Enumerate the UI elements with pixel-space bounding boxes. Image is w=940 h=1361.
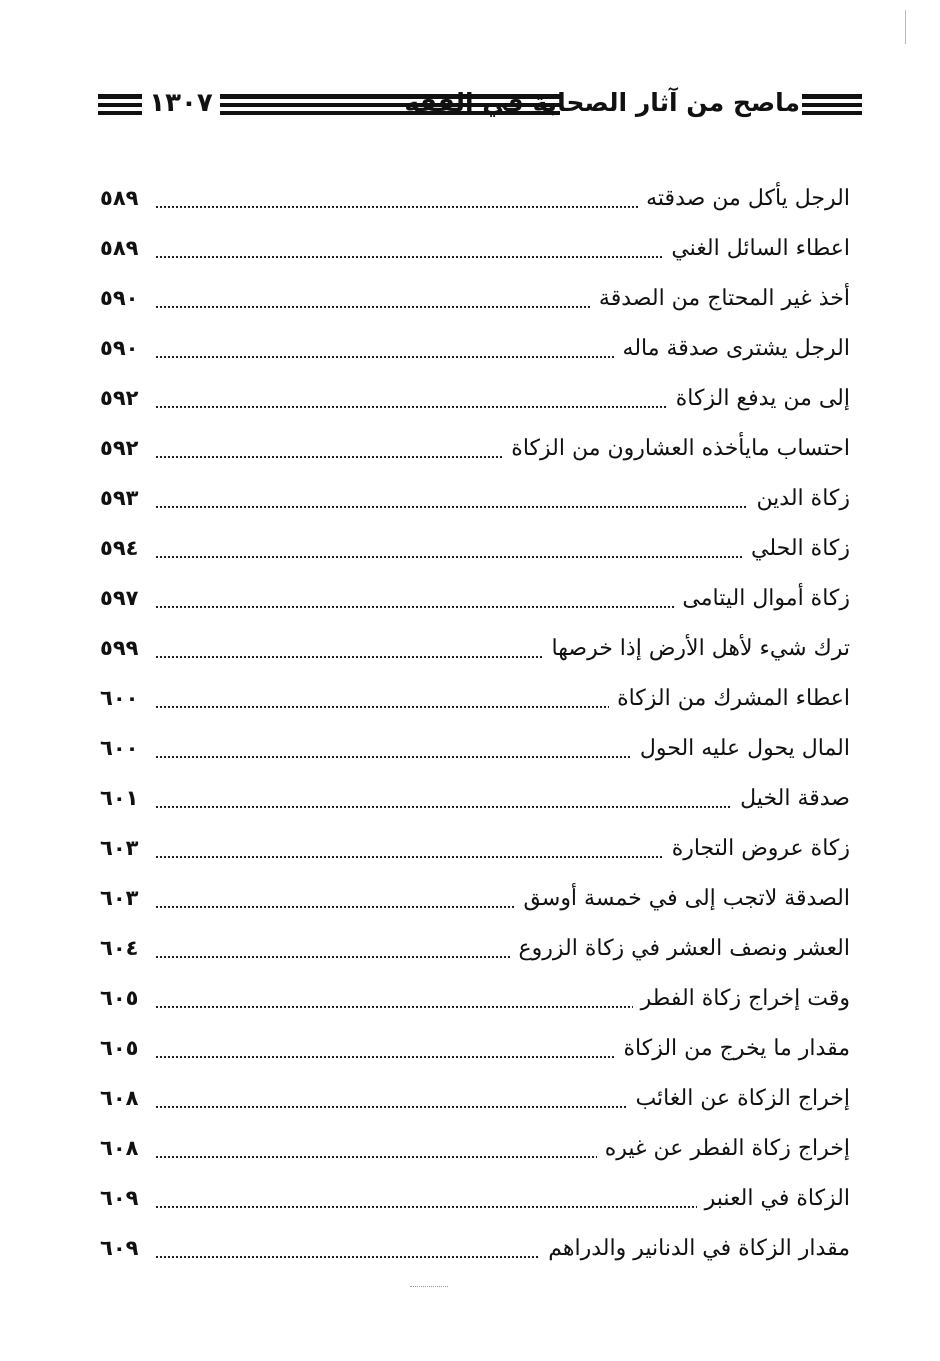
toc-row — [100, 482, 850, 532]
toc-entry-title: مقدار ما يخرج من الزكاة — [615, 1036, 850, 1061]
toc-row — [100, 332, 850, 382]
toc-entry-page: ٥٩٠ — [100, 286, 139, 310]
toc-entry-title: صدقة الخيل — [732, 786, 850, 811]
toc-entry-title: احتساب مايأخذه العشارون من الزكاة — [503, 436, 850, 461]
toc-entry-page: ٥٩٧ — [100, 586, 139, 610]
toc-row — [100, 882, 850, 932]
toc-row — [100, 1132, 850, 1182]
toc-entry-page: ٥٩٠ — [100, 336, 139, 360]
toc-entry-page: ٥٩٢ — [100, 436, 139, 460]
toc-entry-title: زكاة الحلي — [743, 536, 850, 561]
table-of-contents — [100, 182, 850, 1282]
toc-row — [100, 582, 850, 632]
toc-entry-page: ٦٠٣ — [100, 836, 139, 860]
toc-row — [100, 282, 850, 332]
toc-entry-title: إلى من يدفع الزكاة — [668, 386, 850, 411]
toc-entry-page: ٦٠٥ — [100, 986, 139, 1010]
toc-entry-title: وقت إخراج زكاة الفطر — [633, 986, 850, 1011]
toc-entry-title: الرجل يأكل من صدقته — [638, 186, 850, 211]
toc-entry-page: ٥٩٩ — [100, 636, 139, 660]
toc-row — [100, 782, 850, 832]
toc-row — [100, 682, 850, 732]
toc-entry-page: ٦٠٩ — [100, 1236, 139, 1260]
page-number: ١٣٠٧ — [149, 88, 213, 118]
scan-edge-mark — [905, 10, 906, 44]
toc-entry-page: ٥٨٩ — [100, 236, 139, 260]
toc-row — [100, 1032, 850, 1082]
toc-entry-title: الرجل يشترى صدقة ماله — [615, 336, 850, 361]
toc-entry-title: مقدار الزكاة في الدنانير والدراهم — [540, 1236, 850, 1261]
toc-entry-title: إخراج زكاة الفطر عن غيره — [597, 1136, 850, 1161]
toc-entry-page: ٥٩٢ — [100, 386, 139, 410]
toc-entry-title: زكاة الدين — [748, 486, 850, 511]
header-rule-right — [802, 94, 862, 116]
toc-entry-title: زكاة أموال اليتامى — [674, 586, 850, 611]
toc-entry-page: ٦٠٥ — [100, 1036, 139, 1060]
toc-entry-page: ٦٠٨ — [100, 1136, 139, 1160]
toc-row — [100, 1182, 850, 1232]
toc-row — [100, 182, 850, 232]
header-rule-left — [98, 94, 142, 116]
toc-row — [100, 432, 850, 482]
toc-entry-title: اعطاء المشرك من الزكاة — [609, 686, 850, 711]
toc-row — [100, 982, 850, 1032]
toc-row — [100, 1082, 850, 1132]
toc-entry-page: ٦٠٣ — [100, 886, 139, 910]
toc-entry-page: ٥٨٩ — [100, 186, 139, 210]
toc-entry-page: ٥٩٣ — [100, 486, 139, 510]
toc-entry-page: ٦٠١ — [100, 786, 139, 810]
toc-entry-page: ٦٠٠ — [100, 686, 139, 710]
toc-entry-title: الصدقة لاتجب إلى في خمسة أوسق — [516, 886, 850, 911]
toc-entry-page: ٥٩٤ — [100, 536, 139, 560]
toc-entry-title: ترك شيء لأهل الأرض إذا خرصها — [544, 636, 850, 661]
toc-entry-title: الزكاة في العنبر — [697, 1186, 850, 1211]
toc-entry-page: ٦٠٩ — [100, 1186, 139, 1210]
bottom-mark — [410, 1286, 448, 1287]
toc-entry-title: إخراج الزكاة عن الغائب — [627, 1086, 850, 1111]
toc-entry-title: العشر ونصف العشر في زكاة الزروع — [511, 936, 850, 961]
toc-row — [100, 1232, 850, 1282]
toc-entry-title: زكاة عروض التجارة — [664, 836, 850, 861]
toc-row — [100, 732, 850, 782]
toc-row — [100, 382, 850, 432]
book-title: ماصح من آثار الصحابة في الفقه — [404, 88, 800, 117]
toc-entry-title: أخذ غير المحتاج من الصدقة — [591, 286, 850, 311]
toc-row — [100, 232, 850, 282]
toc-row — [100, 532, 850, 582]
toc-entry-title: اعطاء السائل الغني — [663, 236, 850, 261]
toc-entry-page: ٦٠٤ — [100, 936, 139, 960]
toc-entry-page: ٦٠٨ — [100, 1086, 139, 1110]
dot-leader — [156, 506, 850, 508]
toc-row — [100, 932, 850, 982]
toc-entry-page: ٦٠٠ — [100, 736, 139, 760]
toc-row — [100, 632, 850, 682]
toc-row — [100, 832, 850, 882]
toc-entry-title: المال يحول عليه الحول — [632, 736, 850, 761]
running-header — [98, 86, 862, 126]
